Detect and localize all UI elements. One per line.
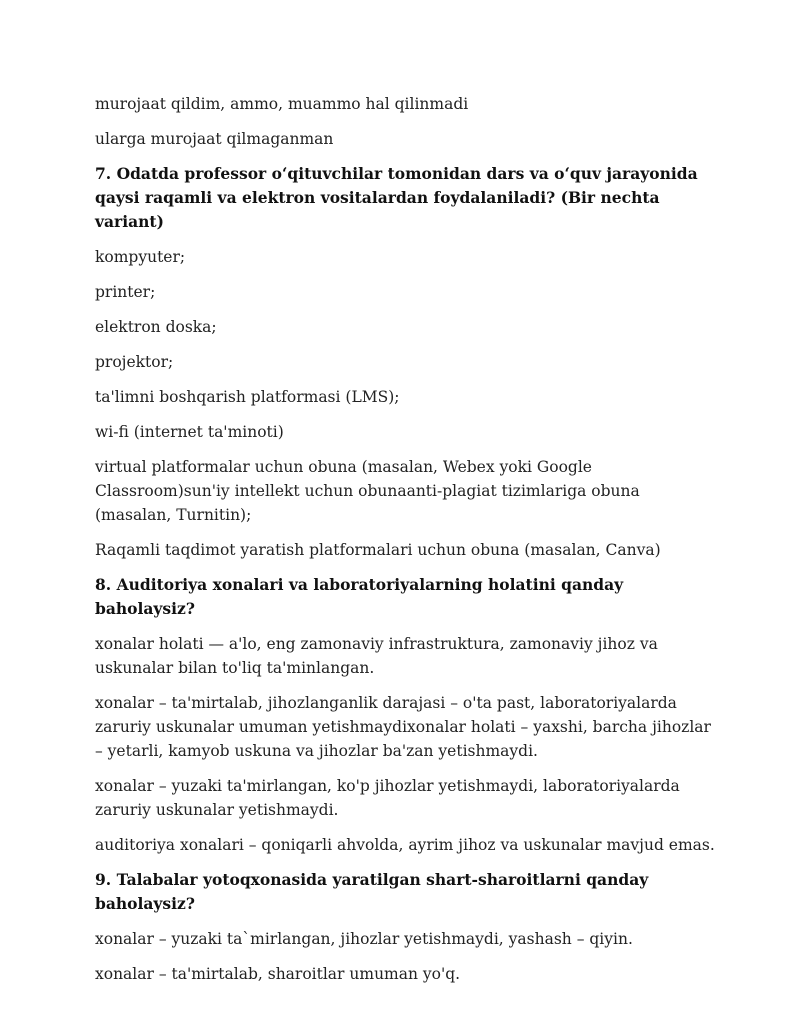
answer-option: kompyuter; — [95, 248, 186, 266]
answer-option: virtual platformalar uchun obuna (masalan, Webex yoki Google Classroom)sun'iy intellekt uchun obunaanti-plagiat tizimlariga obuna (masalan, Turnitin); — [95, 458, 640, 524]
question-heading: 7. Odatda professor o‘qituvchilar tomonidan dars va o‘quv jarayonida qaysi raqamli va elektron vositalardan foydalaniladi? (Bir nechta variant) — [95, 164, 698, 231]
answer-option: xonalar – yuzaki ta'mirlangan, ko'p jihozlar yetishmaydi, laboratoriyalarda zaruriy uskunalar yetishmaydi. — [95, 777, 680, 819]
answer-option: xonalar – yuzaki ta`mirlangan, jihozlar yetishmaydi, yashash – qiyin. — [95, 930, 633, 948]
answer-option: wi-fi (internet ta'minoti) — [95, 423, 284, 441]
answer-option: xonalar – ta'mirtalab, jihozlanganlik darajasi – o'ta past, laboratoriyalarda zaruriy uskunalar umuman yetishmaydixonalar holati – yaxshi, barcha jihozlar – yetarli, kamyob uskuna va jihozlar ba'zan yetishmaydi. — [95, 694, 711, 760]
answer-option: xonalar – ta'mirtalab, sharoitlar umuman yo'q. — [95, 965, 461, 983]
answer-option: projektor; — [95, 353, 174, 371]
answer-option: ta'limni boshqarish platformasi (LMS); — [95, 388, 400, 406]
document-body — [95, 92, 715, 997]
answer-option: Raqamli taqdimot yaratish platformalari uchun obuna (masalan, Canva) — [95, 541, 661, 559]
question-heading: 9. Talabalar yotoqxonasida yaratilgan shart-sharoitlarni qanday baholaysiz? — [95, 870, 649, 913]
question-heading: 8. Auditoriya xonalari va laboratoriyalarning holatini qanday baholaysiz? — [95, 575, 624, 618]
answer-option: printer; — [95, 283, 156, 301]
answer-option: ularga murojaat qilmaganman — [95, 130, 334, 148]
answer-option: auditoriya xonalari – qoniqarli ahvolda, ayrim jihoz va uskunalar mavjud emas. — [95, 836, 715, 854]
answer-option: murojaat qildim, ammo, muammo hal qilinmadi — [95, 95, 469, 113]
answer-option: xonalar holati — a'lo, eng zamonaviy infrastruktura, zamonaviy jihoz va uskunalar bilan to'liq ta'minlangan. — [95, 635, 658, 677]
answer-option: elektron doska; — [95, 318, 217, 336]
